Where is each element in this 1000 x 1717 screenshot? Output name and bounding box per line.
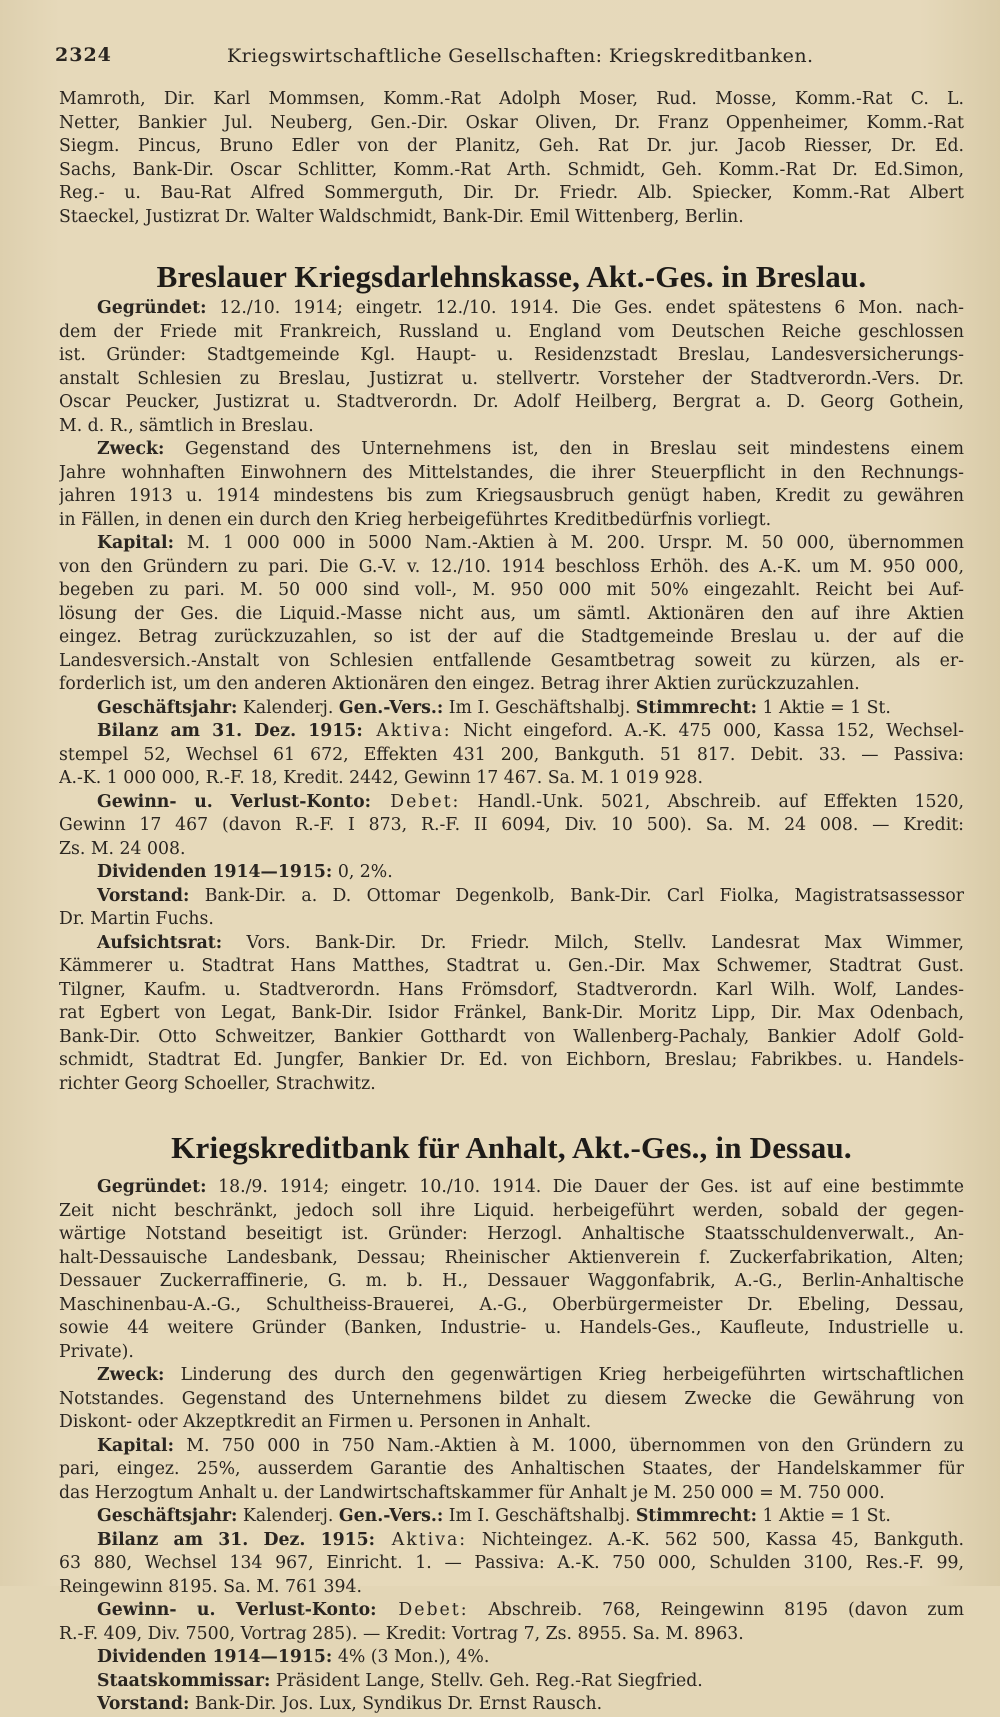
gewinn-line: Gewinn- u. Verlust-Konto: Debet: Abschreib. 768, Reingewinn 8195 (davon zum <box>97 1600 964 1620</box>
gegruendet-line: Gegründet: 18./9. 1914; eingetr. 10./10. 1914. Die Dauer der Ges. ist auf eine bestimmte <box>97 1177 964 1197</box>
text-line: eingez. Betrag zurückzuzahlen, so ist der auf die Stadtgemeinde Breslau u. der auf die <box>59 627 964 647</box>
text-line: Private). <box>59 1341 134 1362</box>
kapital-line: Kapital: M. 750 000 in 750 Nam.-Aktien à M. 1000, übernommen von den Gründern zu <box>97 1435 964 1456</box>
text-line: Kämmerer u. Stadtrat Hans Matthes, Stadtrat u. Gen.-Dir. Max Schwemer, Stadtrat Gust. <box>59 956 964 976</box>
text-line: Reg.- u. Bau-Rat Alfred Sommerguth, Dir. Dr. Friedr. Alb. Spiecker, Komm.-Rat Albert <box>59 183 964 203</box>
text-line: sowie 44 weitere Gründer (Banken, Industrie- u. Handels-Ges., Kaufleute, Industrielle u. <box>59 1318 964 1338</box>
text-line: lösung der Ges. die Liquid.-Masse nicht aus, um sämtl. Aktionären den auf ihre Aktien <box>59 603 964 624</box>
entry-anhalt <box>59 1128 964 1717</box>
entry-breslau <box>59 259 964 1096</box>
field-label: Gegründet: <box>97 298 207 318</box>
entry-heading: Kriegskreditbank für Anhalt, Akt.-Ges., in Dessau. <box>171 1130 852 1165</box>
vorstand-line: Vorstand: Bank-Dir. a. D. Ottomar Degenkolb, Bank-Dir. Carl Fiolka, Magistratsassessor <box>97 885 964 906</box>
gegruendet-line: Gegründet: 12./10. 1914; eingetr. 12./10. 1914. Die Ges. endet spätestens 6 Mon. nach- <box>97 298 964 318</box>
zweck-line: Zweck: Gegenstand des Unternehmens ist, den in Breslau seit mindestens einem <box>97 439 964 459</box>
zweck-line: Zweck: Linderung des durch den gegenwärtigen Krieg herbeigeführten wirtschaftlichen <box>97 1365 964 1385</box>
text-line: Jahre wohnhaften Einwohnern des Mittelstandes, die ihrer Steuerpflicht in den Rechnungs- <box>59 462 964 483</box>
text-line: forderlich ist, um den anderen Aktionären den eingez. Betrag ihrer Aktien zurückzuzahlen. <box>59 674 860 694</box>
geschaeftsjahr-line: Geschäftsjahr: Kalenderj. Gen.-Vers.: Im I. Geschäftshalbj. Stimmrecht: 1 Aktie = 1 St. <box>97 697 891 718</box>
staatskommissar-line: Staatskommissar: Präsident Lange, Stellv. Geh. Reg.-Rat Siegfried. <box>97 1670 703 1691</box>
aufsichtsrat-line: Aufsichtsrat: Vors. Bank-Dir. Dr. Friedr. Milch, Stellv. Landesrat Max Wimmer, <box>97 932 964 953</box>
text-line: halt-Dessauische Landesbank, Dessau; Rheinischer Aktienverein f. Zuckerfabrikation, Alten; <box>59 1247 964 1268</box>
text-line: Tilgner, Kaufm. u. Stadtverordn. Hans Frömsdorf, Stadtverordn. Karl Wilh. Wolf, Landes- <box>59 979 964 1000</box>
text-line: richter Georg Schoeller, Strachwitz. <box>59 1073 376 1094</box>
text-line: wärtige Notstand beseitigt ist. Gründer: Herzogl. Anhaltische Staatsschuldenverwalt., An- <box>59 1224 964 1244</box>
previous-entry-continuation <box>59 88 964 229</box>
text-line: Reingewinn 8195. Sa. M. 761 394. <box>59 1576 362 1597</box>
text-line: Mamroth, Dir. Karl Mommsen, Komm.-Rat Adolph Moser, Rud. Mosse, Komm.-Rat C. L. <box>59 89 964 109</box>
text-line: Notstandes. Gegenstand des Unternehmens bildet zu diesem Zwecke die Gewährung von <box>59 1388 964 1409</box>
text-line: stempel 52, Wechsel 61 672, Effekten 431 200, Bankguth. 51 817. Debit. 33. — Passiva: <box>59 744 964 765</box>
text-line: von den Gründern zu pari. Die G.-V. v. 12./10. 1914 beschloss Erhöh. des A.-K. um M. 950 000, <box>59 556 964 577</box>
page-header <box>55 44 955 76</box>
field-label: Kapital: <box>97 1435 174 1456</box>
bilanz-line: Bilanz am 31. Dez. 1915: Aktiva: Nichteingez. A.-K. 562 500, Kassa 45, Bankguth. <box>97 1529 964 1550</box>
text-line: Dessauer Zuckerraffinerie, G. m. b. H., Dessauer Waggonfabrik, A.-G., Berlin-Anhaltische <box>59 1271 964 1291</box>
text-line: M. d. R., sämtlich in Breslau. <box>59 415 314 436</box>
gewinn-line: Gewinn- u. Verlust-Konto: Debet: Handl.-Unk. 5021, Abschreib. auf Effekten 1520, <box>97 791 964 812</box>
text-line: Netter, Bankier Jul. Neuberg, Gen.-Dir. Oskar Oliven, Dr. Franz Oppenheimer, Komm.-Rat <box>59 112 964 133</box>
running-title: Kriegswirtschaftliche Gesellschaften: Kriegskreditbanken. <box>227 45 814 67</box>
text-line: Zeit nicht beschränkt, jedoch soll ihre Liquid. herbeigeführt werden, sobald der gegen- <box>59 1200 964 1221</box>
text-line: schmidt, Stadtrat Ed. Jungfer, Bankier Dr. Ed. von Eichborn, Breslau; Fabrikbes. u. Handels- <box>59 1050 964 1070</box>
geschaeftsjahr-line: Geschäftsjahr: Kalenderj. Gen.-Vers.: Im I. Geschäftshalbj. Stimmrecht: 1 Aktie = 1 St. <box>97 1506 891 1526</box>
dividenden-line: Dividenden 1914—1915: 4% (3 Mon.), 4%. <box>97 1647 490 1667</box>
text-line: rat Egbert von Legat, Bank-Dir. Isidor Fränkel, Bank-Dir. Moritz Lipp, Dir. Max Odenbach, <box>59 1003 964 1023</box>
text-line: Dr. Martin Fuchs. <box>59 909 214 929</box>
page-body <box>59 88 964 1717</box>
text-line: begeben zu pari. M. 50 000 sind voll-, M. 950 000 mit 50% eingezahlt. Reicht bei Auf- <box>59 580 964 600</box>
field-label: Zweck: <box>97 439 165 459</box>
vorstand-line: Vorstand: Bank-Dir. Jos. Lux, Syndikus Dr. Ernst Rausch. <box>97 1694 603 1714</box>
text-line: Landesversich.-Anstalt von Schlesien entfallende Gesamtbetrag soweit zu kürzen, als er- <box>59 650 964 671</box>
kapital-line: Kapital: M. 1 000 000 in 5000 Nam.-Aktien à M. 200. Urspr. M. 50 000, übernommen <box>97 533 964 553</box>
text-line: Gewinn 17 467 (davon R.-F. I 873, R.-F. II 6094, Div. 10 500). Sa. M. 24 008. — Kredit: <box>59 815 964 835</box>
entry-heading: Breslauer Kriegsdarlehnskasse, Akt.-Ges. in Breslau. <box>156 259 867 294</box>
text-line: anstalt Schlesien zu Breslau, Justizrat u. stellvertr. Vorsteher der Stadtverordn.-Vers. Dr. <box>59 368 964 389</box>
text-line: ist. Gründer: Stadtgemeinde Kgl. Haupt- u. Residenzstadt Breslau, Landesversicherungs- <box>59 345 964 365</box>
text-line: Siegm. Pincus, Bruno Edler von der Planitz, Geh. Rat Dr. jur. Jacob Riesser, Dr. Ed. <box>59 136 964 156</box>
text-line: Bank-Dir. Otto Schweitzer, Bankier Gotthardt von Wallenberg-Pachaly, Bankier Adolf Gold- <box>59 1026 964 1047</box>
text-line: jahren 1913 u. 1914 mindestens bis zum Kriegsausbruch genügt haben, Kredit zu gewähren <box>59 486 964 506</box>
text-line: Diskont- oder Akzeptkredit an Firmen u. Personen in Anhalt. <box>59 1412 592 1432</box>
text-line: A.-K. 1 000 000, R.-F. 18, Kredit. 2442, Gewinn 17 467. Sa. M. 1 019 928. <box>59 768 703 788</box>
text-line: in Fällen, in denen ein durch den Krieg herbeigeführtes Kreditbedürfnis vorliegt. <box>59 509 772 530</box>
page-number: 2324 <box>55 44 112 66</box>
text-line: dem der Friede mit Frankreich, Russland u. England vom Deutschen Reiche geschlossen <box>59 321 964 342</box>
text-line: Staeckel, Justizrat Dr. Walter Waldschmidt, Bank-Dir. Emil Wittenberg, Berlin. <box>59 206 744 227</box>
text-line: Oscar Peucker, Justizrat u. Stadtverordn. Dr. Adolf Heilberg, Bergrat a. D. Georg Gothein, <box>59 392 964 412</box>
field-label: Kapital: <box>97 533 174 553</box>
text-line: 63 880, Wechsel 134 967, Einricht. 1. — Passiva: A.-K. 750 000, Schulden 3100, Res.-F. 99, <box>59 1553 964 1573</box>
text-line: Sachs, Bank-Dir. Oscar Schlitter, Komm.-Rat Arth. Schmidt, Geh. Komm.-Rat Dr. Ed.Simon, <box>59 159 964 180</box>
text-line: Zs. M. 24 008. <box>59 838 186 859</box>
text-line: Maschinenbau-A.-G., Schultheiss-Brauerei, A.-G., Oberbürgermeister Dr. Ebeling, Dessau, <box>59 1294 964 1315</box>
field-label: Zweck: <box>97 1365 165 1385</box>
text-line: R.-F. 409, Div. 7500, Vortrag 285). — Kredit: Vortrag 7, Zs. 8955. Sa. M. 8963. <box>59 1623 744 1644</box>
dividenden-line: Dividenden 1914—1915: 0, 2%. <box>97 862 393 882</box>
bilanz-line: Bilanz am 31. Dez. 1915: Aktiva: Nicht eingeford. A.-K. 475 000, Kassa 152, Wechsel- <box>97 721 964 741</box>
text-line: das Herzogtum Anhalt u. der Landwirtschaftskammer für Anhalt je M. 250 000 = M. 750 000. <box>59 1482 885 1503</box>
field-label: Gegründet: <box>97 1177 207 1197</box>
text-line: pari, eingez. 25%, ausserdem Garantie des Anhaltischen Staates, der Handelskammer für <box>59 1459 964 1479</box>
